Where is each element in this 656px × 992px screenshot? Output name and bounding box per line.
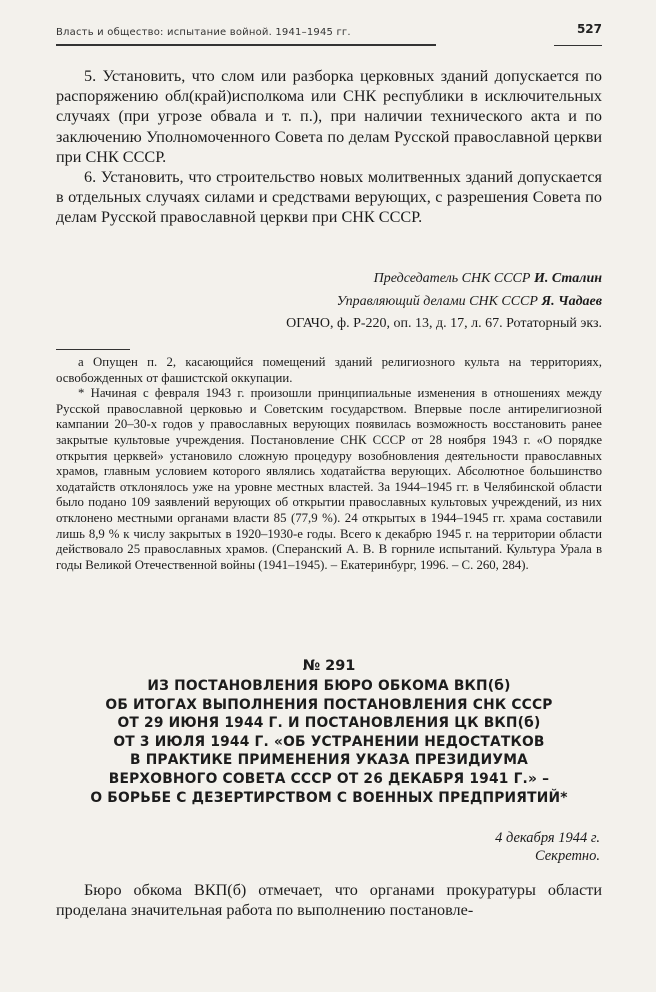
footnote-a: а Опущен п. 2, касающийся помещений зданий религиозного культа на территориях, освобожденных от фашистской оккупации. <box>56 355 602 385</box>
document-body <box>56 880 602 921</box>
signature-chairman <box>42 271 602 287</box>
title-line: О БОРЬБЕ С ДЕЗЕРТИРСТВОМ С ВОЕННЫХ ПРЕДПРИЯТИЙ* <box>90 789 568 806</box>
page-number-rule <box>554 45 602 46</box>
signature-role: Управляющий делами СНК СССР <box>336 294 538 309</box>
classification: Секретно. <box>534 848 600 864</box>
page-number: 527 <box>576 22 602 36</box>
signature-name: И. Сталин <box>533 271 602 286</box>
title-line: ОТ 3 ИЮЛЯ 1944 Г. «ОБ УСТРАНЕНИИ НЕДОСТАТКОВ <box>113 733 545 750</box>
signature-role: Председатель СНК СССР <box>373 271 531 286</box>
title-line: ОТ 29 ИЮНЯ 1944 Г. И ПОСТАНОВЛЕНИЯ ЦК ВКП(б) <box>117 715 541 732</box>
title-line: ИЗ ПОСТАНОВЛЕНИЯ БЮРО ОБКОМА ВКП(б) <box>147 678 511 694</box>
document-title <box>56 677 602 807</box>
title-line: ВЕРХОВНОГО СОВЕТА СССР ОТ 26 ДЕКАБРЯ 1941 Г.» – <box>108 770 550 787</box>
title-line: ОБ ИТОГАХ ВЫПОЛНЕНИЯ ПОСТАНОВЛЕНИЯ СНК СССР <box>105 696 553 713</box>
document-number: № 291 <box>302 658 356 674</box>
archive-reference: ОГАЧО, ф. Р-220, оп. 13, д. 17, л. 67. Ротаторный экз. <box>286 316 602 331</box>
running-header-title: Власть и общество: испытание войной. 1941–1945 гг. <box>56 27 351 38</box>
paragraph-6: 6. Установить, что строительство новых молитвенных зданий допускается в отдельных случаях силами и средствами верующих, с разрешения Совета по делам Русской православной церкви при СНК СССР. <box>56 168 602 227</box>
footnotes <box>56 355 602 573</box>
decree-text <box>56 66 602 228</box>
footnote-star: * Начиная с февраля 1943 г. произошли принципиальные изменения в отношениях между Русской православной церковью и Советским государством. Впервые после антирелигиозной кампании 20–30-х годов у православных верующих появилась возможность восстановить ранее закрытые культовые учреждения. Постановление СНК СССР от 28 ноября 1943 г. «О порядке открытия церквей» установило сложную процедуру возобновления деятельности православных храмов, главным условием которого являлись ходатайства верующих. Абсолютное большинство ходатайств отклонялось уже на уровне местных властей. За 1944–1945 гг. в Челябинской области было подано 109 заявлений верующих об открытии православных культовых учреждений, из них отклонено местными органами власти 85 (77,9 %). 24 открытых в 1944–1945 гг. храма составили лишь 8,9 % к числу закрытых в 1920–1930-е годы. Всего к декабрю 1945 г. на территории области действовало 25 православных храмов. (Сперанский А. В. В горниле испытаний. Культура Урала в годы Великой Отечественной войны (1941–1945). – Екатеринбург, 1996. – С. 260, 284). <box>56 386 602 572</box>
running-header <box>56 16 602 46</box>
signature-manager <box>42 294 602 310</box>
document-date-block <box>495 829 600 865</box>
title-line: В ПРАКТИКЕ ПРИМЕНЕНИЯ УКАЗА ПРЕЗИДИУМА <box>129 752 529 769</box>
signature-name: Я. Чадаев <box>541 294 602 309</box>
paragraph-5: 5. Установить, что слом или разборка церковных зданий допускается по распоряжению обл(край)исполкома или СНК республики в исключительных случаях (при угрозе обвала и т. п.), при наличии технического акта и по заключению Уполномоченного Совета по делам Русской православной церкви при СНК СССР. <box>56 67 602 166</box>
document-date: 4 декабря 1944 г. <box>495 830 600 846</box>
body-paragraph: Бюро обкома ВКП(б) отмечает, что органами прокуратуры области проделана значительная работа по выполнению постановле- <box>56 881 602 920</box>
footnote-rule <box>56 349 130 350</box>
header-rule <box>56 44 436 46</box>
